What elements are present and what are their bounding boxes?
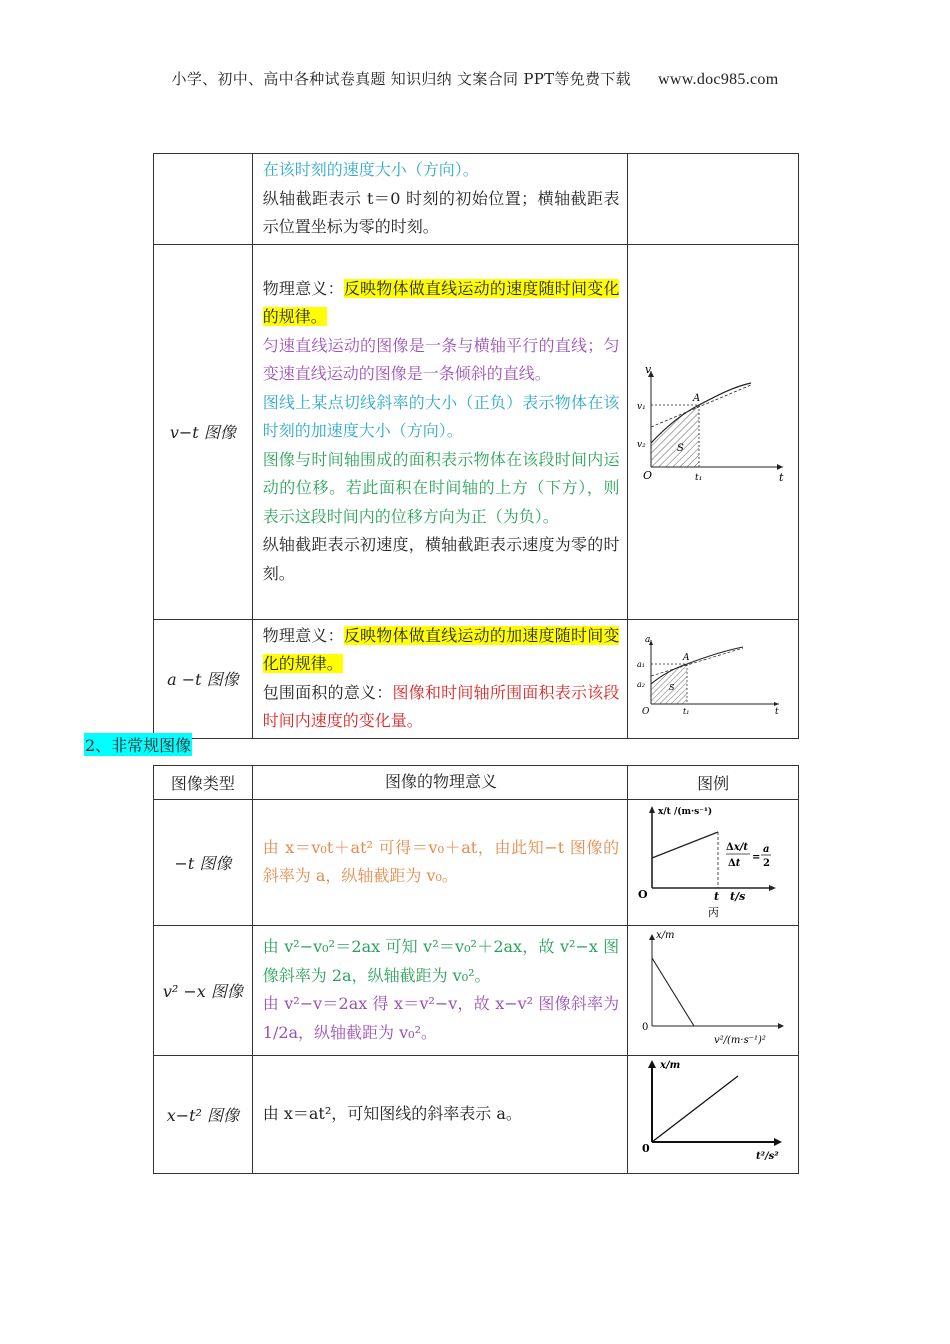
table-row	[154, 1055, 799, 1173]
v2x-graph-name: v² −x 图像	[154, 925, 253, 1055]
xtt-line	[652, 832, 718, 858]
svg-text:2: 2	[763, 858, 771, 869]
v2x-graph	[630, 926, 796, 1050]
header-url[interactable]: www.doc985.com	[658, 71, 779, 88]
vt-meaning-label: 物理意义：	[262, 278, 344, 298]
table-row	[154, 799, 799, 925]
header-type: 图像类型	[154, 766, 253, 800]
vt-point-a: A	[693, 392, 701, 404]
xtt-y-label: x/t /(m·s⁻¹)	[658, 807, 713, 817]
vt-y-label: v	[645, 364, 652, 376]
xtt-delta-formula	[726, 842, 771, 869]
xt2-graph-cell	[628, 1055, 799, 1173]
vt-graph-cell	[628, 244, 799, 619]
vt-origin: O	[643, 468, 653, 482]
row0-line1: 在该时刻的速度大小（方向）。	[262, 160, 479, 179]
v2x-text1: 由 v²−v₀²＝2ax 可知 v²＝v₀²＋2ax，故 v²−x 图像斜率为 2a，纵轴截距为 v₀²。	[262, 937, 620, 985]
xt-t-graph	[630, 800, 796, 920]
vt-p4: 图像与时间轴围成的面积表示物体在该段时间内运动的位移。若此面积在时间轴的上方（下方），则表示这段时间内的位移方向为正（为负）。	[262, 449, 620, 526]
at-a1-label: a₁	[637, 659, 646, 669]
xt2-x-label: t²/s²	[756, 1151, 779, 1162]
svg-text:=: =	[752, 852, 761, 863]
at-graph-name: a −t 图像	[154, 619, 253, 738]
svg-text:a: a	[763, 844, 770, 855]
vt-p3: 图线上某点切线斜率的大小（正负）表示物体在该时刻的加速度大小（方向）。	[262, 392, 620, 441]
header-title: 小学、初中、高中各种试卷真题 知识归纳 文案合同 PPT等免费下载	[171, 70, 631, 88]
v2x-x-arrow	[778, 1023, 784, 1029]
at-p2-label: 包围面积的意义：	[262, 682, 393, 702]
row0-content	[252, 154, 628, 245]
xt2-text: 由 x＝at²，可知图线的斜率表示 a。	[252, 1055, 627, 1173]
v2x-y-arrow	[649, 934, 655, 940]
at-origin: O	[642, 706, 650, 717]
svg-text:Δt: Δt	[728, 858, 741, 869]
xt2-x-arrow	[774, 1138, 782, 1146]
graph-table-2	[153, 765, 799, 1174]
vt-x-label: t	[779, 470, 784, 484]
xt-t-graph-name: −t 图像	[154, 799, 253, 925]
v2x-y-label: x/m	[656, 930, 675, 941]
xt2-graph	[630, 1056, 796, 1168]
table-row	[154, 619, 799, 738]
at-meaning-text: 反映物体做直线运动的加速度随时间变化的规律。	[262, 625, 620, 673]
vt-x-arrow	[777, 464, 783, 470]
at-graph-cell	[628, 619, 799, 738]
vt-tangent	[651, 385, 751, 427]
at-x-label: t	[775, 706, 779, 717]
v2x-text2: 由 v²−v＝2ax 得 x＝v²−v，故 x−v² 图像斜率为 1/2a，纵轴截距为 v₀²。	[262, 994, 620, 1042]
xt2-line	[652, 1076, 738, 1142]
page-header	[0, 68, 950, 89]
xtt-x-label: t/s	[730, 890, 746, 903]
v2x-content	[252, 925, 627, 1055]
at-a2-label: a₂	[637, 679, 646, 689]
at-area-s: S	[669, 682, 675, 692]
table-header-row	[154, 766, 799, 800]
table-row	[154, 925, 799, 1055]
header-meaning: 图像的物理意义	[252, 766, 627, 800]
v2x-origin: 0	[642, 1022, 649, 1033]
xt2-y-arrow	[648, 1060, 656, 1068]
vt-t1-label: t₁	[695, 472, 703, 483]
header-example: 图例	[628, 766, 799, 800]
xtt-origin: O	[638, 888, 648, 901]
graph-table-1	[153, 153, 799, 739]
xtt-t-label: t	[714, 890, 720, 903]
vt-graph-name: v−t 图像	[154, 244, 253, 619]
xt-t-text: 由 x＝v₀t＋at² 可得＝v₀＋at，由此知−t 图像的斜率为 a，纵轴截距为 v₀。	[252, 799, 627, 925]
at-meaning-label: 物理意义：	[262, 625, 344, 645]
at-p2-text: 图像和时间轴所围面积表示该段时间内速度的变化量。	[262, 682, 620, 730]
at-t1-label: t₁	[683, 706, 690, 716]
xtt-caption: 丙	[708, 906, 720, 919]
at-y-label: a	[645, 634, 651, 645]
table-row	[154, 154, 799, 245]
at-point-a: A	[683, 652, 690, 663]
v2x-line	[652, 958, 694, 1026]
vt-v2-label: v₂	[637, 439, 646, 450]
xt2-graph-name: x−t² 图像	[154, 1055, 253, 1173]
vt-p2: 匀速直线运动的图像是一条与横轴平行的直线；匀变速直线运动的图像是一条倾斜的直线。	[262, 335, 620, 384]
vt-graph	[633, 365, 793, 495]
v2x-graph-cell	[628, 925, 799, 1055]
xt2-y-label: x/m	[660, 1060, 681, 1071]
xt-t-graph-cell	[628, 799, 799, 925]
vt-p5: 纵轴截距表示初速度，横轴截距表示速度为零的时刻。	[262, 535, 620, 583]
xtt-y-arrow	[649, 806, 655, 813]
at-content	[252, 619, 628, 738]
row0-line2: 纵轴截距表示 t＝0 时刻的初始位置；横轴截距表示位置坐标为零的时刻。	[262, 188, 620, 236]
section-2-title: 2、非常规图像	[84, 733, 192, 756]
at-graph	[633, 634, 793, 720]
table-row	[154, 244, 799, 619]
xt2-origin: 0	[642, 1142, 650, 1155]
vt-meaning-text: 反映物体做直线运动的速度随时间变化的规律。	[262, 278, 620, 327]
svg-text:Δx/t: Δx/t	[726, 842, 749, 853]
v2x-x-label: v²/(m·s⁻¹)²	[714, 1035, 766, 1046]
xtt-x-arrow	[769, 885, 776, 891]
at-x-arrow	[774, 702, 779, 706]
vt-v1-label: v₁	[637, 401, 646, 412]
vt-area-s: S	[677, 442, 685, 454]
at-tangent	[651, 648, 743, 676]
vt-content	[252, 244, 628, 619]
